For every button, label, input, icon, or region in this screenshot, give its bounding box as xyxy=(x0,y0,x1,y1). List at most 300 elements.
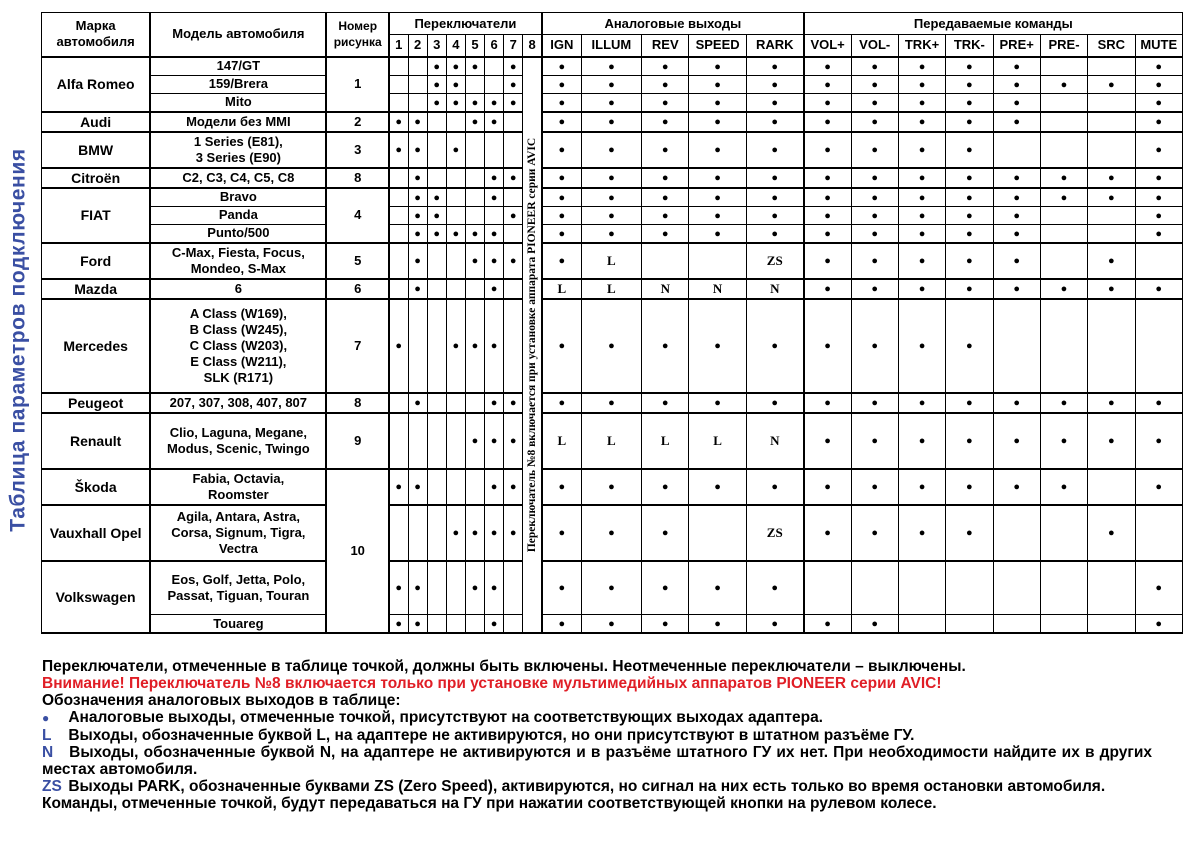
dot-mark: ● xyxy=(509,209,517,222)
switch-cell xyxy=(427,132,446,168)
dot-mark: ● xyxy=(558,144,566,156)
dot-mark: ● xyxy=(395,144,403,156)
dot-mark: ● xyxy=(714,60,721,73)
dot-mark: ● xyxy=(1060,397,1068,409)
table-row xyxy=(42,93,1183,112)
command-cell xyxy=(804,393,851,413)
switch-cell xyxy=(427,505,446,561)
switch-cell xyxy=(389,615,408,634)
dot-mark: ● xyxy=(433,60,441,73)
command-cell xyxy=(993,224,1040,243)
dot-mark: ● xyxy=(414,397,421,409)
dot-mark: ● xyxy=(1155,78,1163,91)
command-cell xyxy=(804,93,851,112)
dot-mark: ● xyxy=(871,481,879,493)
dot-mark: ● xyxy=(824,397,831,409)
analog-cell xyxy=(642,168,689,188)
switch-cell xyxy=(389,112,408,132)
command-cell xyxy=(851,75,898,93)
command-cell xyxy=(804,206,851,224)
dot-mark: ● xyxy=(918,116,926,128)
analog-cell xyxy=(542,243,581,279)
command-cell xyxy=(898,561,945,615)
switch-number-header: 2 xyxy=(408,35,427,57)
dot-mark: ● xyxy=(558,60,566,73)
dot-mark: ● xyxy=(414,172,421,184)
analog-cell xyxy=(746,168,803,188)
analog-cell xyxy=(689,413,746,469)
header-commands: Передаваемые команды xyxy=(804,13,1183,35)
analog-cell xyxy=(542,279,581,299)
dot-mark: ● xyxy=(871,255,879,267)
command-cell xyxy=(898,188,945,207)
switch-cell xyxy=(446,75,465,93)
analog-cell xyxy=(542,561,581,615)
command-cell xyxy=(993,206,1040,224)
table-row xyxy=(42,561,1183,615)
dot-mark: ● xyxy=(608,191,615,204)
brand-cell: Renault xyxy=(42,413,151,469)
analog-cell xyxy=(581,188,641,207)
table-row xyxy=(42,188,1183,207)
command-cell xyxy=(851,469,898,505)
analog-cell xyxy=(542,615,581,634)
analog-cell xyxy=(581,224,641,243)
analog-cell xyxy=(746,413,803,469)
dot-mark: ● xyxy=(1013,481,1020,493)
command-cell xyxy=(898,279,945,299)
table-row xyxy=(42,224,1183,243)
switch-cell xyxy=(504,224,523,243)
command-cell xyxy=(1088,561,1135,615)
dot-mark: ● xyxy=(1013,397,1020,409)
command-cell xyxy=(851,393,898,413)
dot-mark: ● xyxy=(471,116,479,128)
brand-cell: Vauxhall Opel xyxy=(42,505,151,561)
dot-mark: ● xyxy=(824,172,831,184)
dot-mark: ● xyxy=(1108,78,1115,91)
dot-mark: ● xyxy=(452,144,460,156)
dot-mark: ● xyxy=(918,191,926,204)
switch-cell xyxy=(427,279,446,299)
command-cell xyxy=(1040,393,1087,413)
brand-cell: Mazda xyxy=(42,279,151,299)
command-cell xyxy=(1135,112,1183,132)
dot-mark: ● xyxy=(771,96,779,109)
command-cell xyxy=(898,393,945,413)
dot-mark: ● xyxy=(824,283,831,295)
dot-mark: ● xyxy=(871,227,879,240)
analog-cell xyxy=(581,93,641,112)
dot-mark: ● xyxy=(608,172,615,184)
command-cell xyxy=(946,393,993,413)
command-cell xyxy=(1088,75,1135,93)
dot-mark: ● xyxy=(714,340,721,352)
dot-mark: ● xyxy=(1060,435,1068,447)
switch-cell xyxy=(427,93,446,112)
notes-warning: Внимание! Переключатель №8 включается только при установке мультимедийных аппаратов PIONEER серии AVIC! xyxy=(42,675,942,692)
command-cell xyxy=(851,615,898,634)
analog-cell xyxy=(581,243,641,279)
command-cell xyxy=(993,57,1040,76)
dot-mark: ● xyxy=(558,618,566,630)
analog-cell xyxy=(542,75,581,93)
letter-mark-l: L xyxy=(607,252,616,268)
dot-mark: ● xyxy=(395,618,403,630)
analog-cell xyxy=(642,279,689,299)
dot-mark: ● xyxy=(714,209,721,222)
header-switches: Переключатели xyxy=(389,13,542,35)
dot-mark: ● xyxy=(452,527,460,539)
dot-mark: ● xyxy=(471,340,479,352)
dot-mark: ● xyxy=(608,209,615,222)
analog-column-header: SPEED xyxy=(689,35,746,57)
dot-mark: ● xyxy=(771,144,779,156)
dot-mark: ● xyxy=(558,78,566,91)
dot-mark: ● xyxy=(661,340,669,352)
dot-mark: ● xyxy=(918,255,926,267)
table-row xyxy=(42,615,1183,634)
switch-cell xyxy=(465,615,484,634)
dot-mark: ● xyxy=(433,78,441,91)
switch-cell xyxy=(485,279,504,299)
dot-mark: ● xyxy=(414,481,421,493)
dot-mark: ● xyxy=(824,191,831,204)
analog-cell xyxy=(746,93,803,112)
switch-cell xyxy=(446,224,465,243)
analog-column-header: RARK xyxy=(746,35,803,57)
switch-cell xyxy=(504,57,523,76)
dot-mark: ● xyxy=(1108,172,1115,184)
command-cell xyxy=(946,279,993,299)
command-cell xyxy=(1088,57,1135,76)
command-column-header: PRE- xyxy=(1040,35,1087,57)
dot-mark: ● xyxy=(1155,227,1163,240)
analog-cell xyxy=(642,75,689,93)
switch-cell xyxy=(427,57,446,76)
dot-mark: ● xyxy=(824,618,831,630)
switch-cell xyxy=(408,615,427,634)
command-cell xyxy=(946,206,993,224)
switch-cell xyxy=(485,243,504,279)
dot-mark: ● xyxy=(471,60,479,73)
switch-cell xyxy=(389,279,408,299)
command-cell xyxy=(804,168,851,188)
switch-cell xyxy=(504,132,523,168)
command-cell xyxy=(851,168,898,188)
command-cell xyxy=(851,505,898,561)
dot-mark: ● xyxy=(608,227,615,240)
switch-cell xyxy=(485,505,504,561)
switch-cell xyxy=(427,243,446,279)
dot-mark: ● xyxy=(661,209,669,222)
dot-mark: ● xyxy=(966,116,973,128)
switch-cell xyxy=(427,188,446,207)
brand-cell: Alfa Romeo xyxy=(42,57,151,112)
dot-mark: ● xyxy=(871,209,879,222)
switch-cell xyxy=(504,243,523,279)
dot-mark: ● xyxy=(471,96,479,109)
model-cell: Bravo xyxy=(150,188,326,207)
analog-cell xyxy=(689,393,746,413)
dot-mark: ● xyxy=(1013,435,1020,447)
analog-cell xyxy=(542,299,581,393)
dot-mark: ● xyxy=(414,227,421,240)
switch-cell xyxy=(446,505,465,561)
switch-cell xyxy=(389,168,408,188)
command-cell xyxy=(1088,393,1135,413)
dot-mark: ● xyxy=(824,60,831,73)
dot-mark: ● xyxy=(661,96,669,109)
dot-mark: ● xyxy=(871,283,879,295)
switch-cell xyxy=(389,57,408,76)
switch-cell xyxy=(389,561,408,615)
dot-mark: ● xyxy=(1108,255,1115,267)
dot-mark: ● xyxy=(714,96,721,109)
analog-cell xyxy=(642,206,689,224)
command-cell xyxy=(1040,57,1087,76)
dot-mark: ● xyxy=(558,397,566,409)
analog-cell xyxy=(642,561,689,615)
dot-mark: ● xyxy=(824,144,831,156)
switch-cell xyxy=(408,224,427,243)
dot-mark: ● xyxy=(558,481,566,493)
figure-number-cell: 6 xyxy=(326,279,388,299)
dot-mark: ● xyxy=(1013,172,1020,184)
dot-mark: ● xyxy=(771,209,779,222)
command-column-header: PRE+ xyxy=(993,35,1040,57)
switch-cell xyxy=(389,469,408,505)
switch-cell xyxy=(504,168,523,188)
dot-mark: ● xyxy=(471,227,479,240)
analog-cell xyxy=(581,168,641,188)
dot-mark: ● xyxy=(558,96,566,109)
switch-cell xyxy=(485,299,504,393)
command-cell xyxy=(1040,469,1087,505)
letter-mark-l: L xyxy=(607,280,616,296)
analog-cell xyxy=(581,469,641,505)
switch-cell xyxy=(389,224,408,243)
command-cell xyxy=(898,243,945,279)
command-cell xyxy=(1040,206,1087,224)
switch-cell xyxy=(389,132,408,168)
dot-mark: ● xyxy=(1155,618,1163,630)
table-row xyxy=(42,112,1183,132)
dot-mark: ● xyxy=(871,435,879,447)
letter-mark-n: N xyxy=(770,280,780,296)
dot-mark: ● xyxy=(918,340,926,352)
switch-number-header: 6 xyxy=(485,35,504,57)
switch-number-header: 7 xyxy=(504,35,523,57)
command-column-header: SRC xyxy=(1088,35,1135,57)
dot-mark: ● xyxy=(1155,191,1163,204)
dot-mark: ● xyxy=(661,144,669,156)
command-cell xyxy=(993,299,1040,393)
dot-mark: ● xyxy=(966,227,973,240)
dot-mark: ● xyxy=(824,481,831,493)
command-cell xyxy=(1088,505,1135,561)
dot-mark: ● xyxy=(714,481,721,493)
command-cell xyxy=(1040,279,1087,299)
command-cell xyxy=(804,561,851,615)
analog-cell xyxy=(542,112,581,132)
switch-cell xyxy=(485,188,504,207)
table-row xyxy=(42,469,1183,505)
switch-cell xyxy=(465,132,484,168)
command-cell xyxy=(993,505,1040,561)
command-cell xyxy=(851,132,898,168)
dot-mark: ● xyxy=(714,618,721,630)
dot-mark: ● xyxy=(509,78,517,91)
legend-l xyxy=(42,727,1152,744)
dot-mark: ● xyxy=(1155,96,1163,109)
dot-mark: ● xyxy=(661,618,669,630)
dot-mark: ● xyxy=(1108,435,1115,447)
switch-cell xyxy=(504,469,523,505)
dot-mark: ● xyxy=(608,78,615,91)
table-row xyxy=(42,57,1183,76)
analog-cell xyxy=(642,299,689,393)
dot-mark: ● xyxy=(918,209,926,222)
dot-mark: ● xyxy=(414,144,421,156)
analog-cell xyxy=(689,279,746,299)
switch-cell xyxy=(408,112,427,132)
model-cell: 6 xyxy=(150,279,326,299)
figure-number-cell: 10 xyxy=(326,469,388,634)
switch-cell xyxy=(408,505,427,561)
table-row xyxy=(42,168,1183,188)
switch-cell xyxy=(446,206,465,224)
analog-cell xyxy=(581,112,641,132)
switch-cell xyxy=(389,413,408,469)
analog-cell xyxy=(746,206,803,224)
dot-mark: ● xyxy=(771,172,779,184)
letter-mark-l: L xyxy=(557,432,567,448)
command-cell xyxy=(993,132,1040,168)
command-cell xyxy=(946,505,993,561)
analog-cell xyxy=(542,206,581,224)
switch-cell xyxy=(485,224,504,243)
switch-cell xyxy=(408,243,427,279)
switch-cell xyxy=(504,93,523,112)
command-cell xyxy=(1088,469,1135,505)
analog-cell xyxy=(642,505,689,561)
command-cell xyxy=(993,413,1040,469)
legend-dot-text: Аналоговые выходы, отмеченные точкой, присутствуют на соответствующих выходах адаптера. xyxy=(68,709,823,726)
letter-mark-l: L xyxy=(557,280,567,296)
command-cell xyxy=(1135,561,1183,615)
dot-mark: ● xyxy=(1155,435,1163,447)
command-cell xyxy=(898,505,945,561)
dot-mark: ● xyxy=(608,527,615,539)
command-cell xyxy=(1040,505,1087,561)
command-cell xyxy=(946,224,993,243)
table-row xyxy=(42,206,1183,224)
dot-mark: ● xyxy=(966,340,973,352)
switch-number-header: 5 xyxy=(465,35,484,57)
command-cell xyxy=(851,413,898,469)
analog-cell xyxy=(689,299,746,393)
dot-mark: ● xyxy=(966,78,973,91)
figure-number-cell: 5 xyxy=(326,243,388,279)
dot-mark: ● xyxy=(558,209,566,222)
analog-cell xyxy=(642,224,689,243)
switch-cell xyxy=(427,469,446,505)
model-cell: Panda xyxy=(150,206,326,224)
dot-mark: ● xyxy=(1108,191,1115,204)
analog-cell xyxy=(642,188,689,207)
dot-mark: ● xyxy=(661,191,669,204)
header-analog: Аналоговые выходы xyxy=(542,13,804,35)
analog-cell xyxy=(581,132,641,168)
dot-mark: ● xyxy=(558,527,566,539)
command-cell xyxy=(993,168,1040,188)
dot-mark: ● xyxy=(918,397,926,409)
figure-number-cell: 8 xyxy=(326,393,388,413)
command-cell xyxy=(993,243,1040,279)
dot-mark: ● xyxy=(661,527,669,539)
command-cell xyxy=(851,243,898,279)
switch-cell xyxy=(465,505,484,561)
switch-cell xyxy=(408,561,427,615)
dot-mark: ● xyxy=(871,78,879,91)
dot-mark: ● xyxy=(918,435,926,447)
command-cell xyxy=(851,112,898,132)
command-cell xyxy=(804,132,851,168)
dot-mark: ● xyxy=(471,255,479,267)
analog-cell xyxy=(689,188,746,207)
dot-mark: ● xyxy=(771,78,779,91)
dot-mark: ● xyxy=(661,60,669,73)
model-cell: Clio, Laguna, Megane, Modus, Scenic, Twingo xyxy=(150,413,326,469)
dot-mark: ● xyxy=(1013,116,1020,128)
dot-mark: ● xyxy=(1013,60,1020,73)
switch-cell xyxy=(485,413,504,469)
model-cell: C-Max, Fiesta, Focus, Mondeo, S-Max xyxy=(150,243,326,279)
dot-mark: ● xyxy=(490,283,498,295)
analog-cell xyxy=(689,93,746,112)
dot-mark: ● xyxy=(471,527,479,539)
dot-mark: ● xyxy=(1155,60,1163,73)
analog-cell xyxy=(642,615,689,634)
brand-cell: BMW xyxy=(42,132,151,168)
switch-cell xyxy=(408,75,427,93)
command-cell xyxy=(851,93,898,112)
switch-cell xyxy=(465,57,484,76)
dot-mark: ● xyxy=(452,96,460,109)
command-cell xyxy=(1040,243,1087,279)
analog-cell xyxy=(746,57,803,76)
command-cell xyxy=(1088,93,1135,112)
analog-cell xyxy=(642,413,689,469)
switch-cell xyxy=(446,469,465,505)
dot-mark: ● xyxy=(558,340,566,352)
dot-mark: ● xyxy=(608,96,615,109)
model-cell: Agila, Antara, Astra, Corsa, Signum, Tigra, Vectra xyxy=(150,505,326,561)
analog-cell xyxy=(581,413,641,469)
dot-mark: ● xyxy=(490,227,498,240)
dot-mark: ● xyxy=(661,227,669,240)
dot-mark: ● xyxy=(714,227,721,240)
dot-mark: ● xyxy=(414,618,421,630)
dot-mark: ● xyxy=(471,582,479,595)
analog-column-header: IGN xyxy=(542,35,581,57)
switch-cell xyxy=(389,243,408,279)
command-cell xyxy=(946,75,993,93)
dot-mark: ● xyxy=(871,60,879,73)
figure-number-cell: 3 xyxy=(326,132,388,168)
command-cell xyxy=(993,393,1040,413)
